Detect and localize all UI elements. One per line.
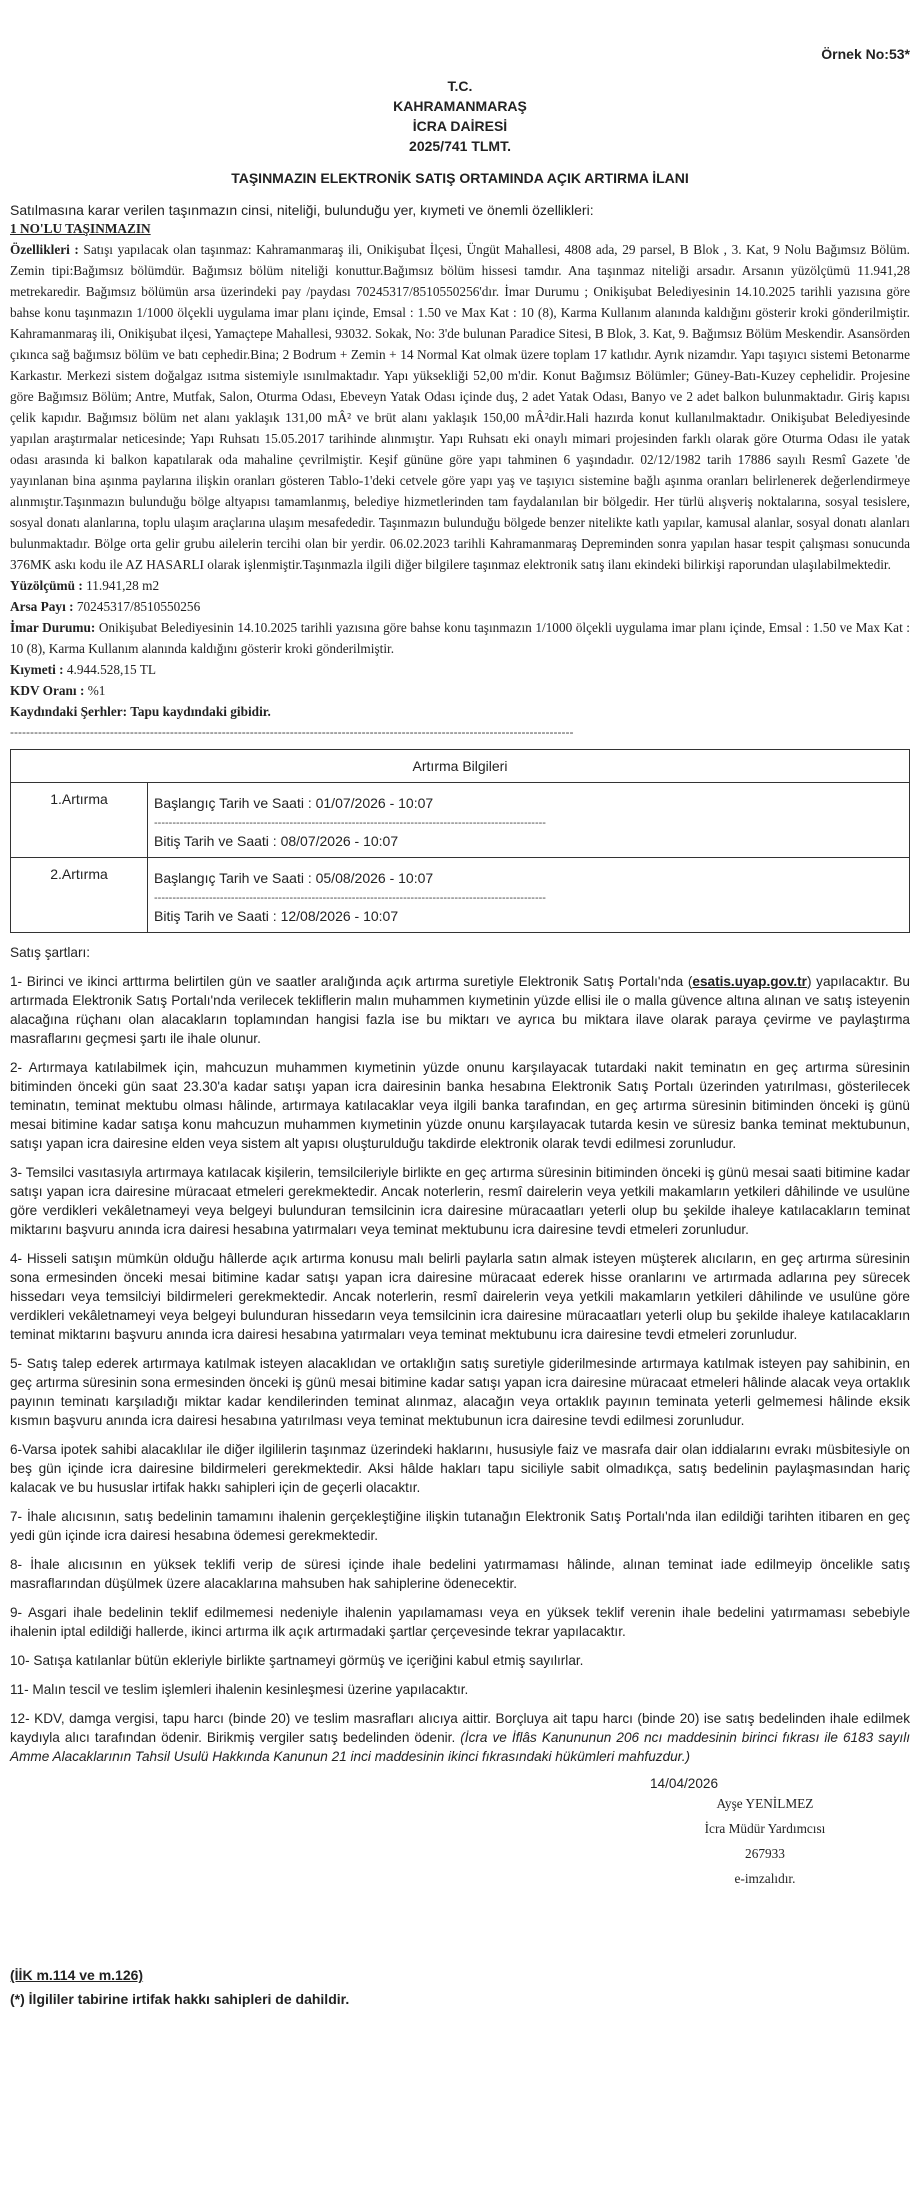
condition-8: 8- İhale alıcısının en yüksek teklifi verip de süresi içinde ihale bedelini yatırmaması hâlinde, alınan teminat iade edilmeyip öncelikle satış masraflarından düşülmek üzere alacaklarına mahsuben hak sahiplerine ödenecektir. — [10, 1557, 910, 1591]
area-label: Yüzölçümü : — [10, 578, 83, 593]
records-row — [10, 701, 910, 722]
share-row — [10, 596, 910, 617]
sale-conditions — [10, 943, 910, 1766]
auction-start-1: Başlangıç Tarih ve Saati : 01/07/2026 - 10:07 — [154, 795, 434, 811]
area-value: 11.941,28 m2 — [82, 578, 160, 593]
auction-table-header: Artırma Bilgileri — [11, 750, 910, 783]
intro-text: Satılmasına karar verilen taşınmazın cinsi, niteliği, bulunduğu yer, kıymeti ve önemli özellikleri: — [10, 202, 594, 218]
header-line-3: İCRA DAİRESİ — [412, 118, 508, 134]
notice-title: TAŞINMAZIN ELEKTRONİK SATIŞ ORTAMINDA AÇIK ARTIRMA İLANI — [231, 170, 689, 186]
auction-end-2: Bitiş Tarih ve Saati : 12/08/2026 - 10:07 — [154, 908, 399, 924]
property-block — [10, 218, 910, 743]
e-signed-note: e-imzalıdır. — [734, 1871, 796, 1886]
condition-1-text-a: 1- Birinci ve ikinci arttırma belirtilen gün ve saatler aralığında açık artırma suretiyle Elektronik Satış Portalı'nda ( — [10, 974, 693, 989]
features-text: Satışı yapılacak olan taşınmaz: Kahramanmaraş ili, Onikişubat İlçesi, Üngüt Mahallesi, 4808 ada, 29 parsel, B Blok , 3. Kat, 9 Nolu Bağımsız Bölüm. Zemin tipi:Bağımsız bölümdür. Bağımsız bölüm niteliği konuttur.Bağımsız bölüm hissesi tamdır. Ana taşınmaz niteliği arsadır. Arsanın yüzölçümü 11.941,28 metrekaredir. Bağımsız bölümün arsa üzerindeki pay /paydası 70245317/8510550256'dır. İmar Durumu ; Onikişubat Belediyesinin 14.10.2025 tarihli yazısına göre bahse konu taşınmazın 1/1000 ölçekli uygulama imar planı içinde, Emsal : 1.50 ve Max Kat : 10 (8), Karma Kullanım alanında kaldığını gösterir kroki gönderilmiştir. Kahramanmaraş ili, Onikişubat ilçesi, Yamaçtepe Mahallesi, 93032. Sokak, No: 3'de bulunan Paradice Sitesi, B Blok, 3. Kat, 9. Bağımsız Bölüm Meskendir. Asansörden çıkınca sağ bağımsız bölüm ve batı cephedir.Bina; 2 Bodrum + Zemin + 14 Normal Kat olmak üzere toplam 17 katlıdır. Ayrık nizamdır. Yapı taşıyıcı sistemi Betonarme Karkastır. Merkezi sistem doğalgaz ısıtma sistemiyle ısınılmaktadır. Yapı yüksekliği 52,00 m'dir. Konut Bağımsız Bölümler; Güney-Batı-Kuzey cephelidir. Projesine göre Bağımsız Bölüm; Antre, Mutfak, Salon, Oturma Odası, Ebeveyn Yatak Odası içinde duş, 2 adet Yatak Odası, Banyo ve 2 adet balkon bulunmaktadır. Giriş kapısı çelik kapıdır. Bağımsız bölüm net alanı yaklaşık 131,00 mÂ² ve brüt alanı yaklaşık 150,00 mÂ²dir.Hali hazırda konut kullanılmaktadır. Onikişubat Belediyesinde yapılan araştırmalar neticesinde; Yapı Ruhsatı 15.05.2017 tarihinde alınmıştır. Yapı Ruhsatı eki onaylı mimari projesinden farklı olarak göre Oturma Odası ile yatak odası arasında ki balkon kapatılarak oda mahaline çevrilmiştir. Keşif gününe göre yapı tahminen 6 yaşındadır. 02/12/1982 tarih 17886 sayılı Resmî Gazete 'de yayınlanan bina aşınma paylarına ilişkin oranları gösteren Tablo-1'deki cetvele göre yapı yaş ve taşıyıcı sistemine bağlı aşınma oranları belirlenerek değerlendirmeye alınmıştır.Taşınmazın bulunduğu bölge altyapısı tamamlanmış, belediye hizmetlerinden tam faydalanılan bir bölgedir. Her türlü alışveriş noktalarına, sosyal tesislere, sosyal donatı alanlarına, toplu ulaşım araçlarına ulaşım mesafededir. Taşınmazın bulunduğu bölgede benzer nitelikte katlı yapılar, kamusal alanlar, sosyal donatı alanları bulunmaktadır. Bölge orta gelir grubu ailelerin tercihi olan bir yerdir. 06.02.2023 tarihli Kahramanmaraş Depreminden sonra yapılan hasar tespit çalışması sonucunda 376MK askı kodu ile AZ HASARLI olarak işlenmiştir.Taşınmazla ilgili diğer bilgilere taşınmaz elektronik satış ilanı ekindeki bilirkişi raporundan ulaşılabilmektedir. — [10, 242, 910, 572]
zoning-row — [10, 617, 910, 659]
auction-table — [10, 749, 910, 933]
share-label: Arsa Payı : — [10, 599, 74, 614]
conditions-heading: Satış şartları: — [10, 945, 91, 960]
condition-7: 7- İhale alıcısının, satış bedelinin tamamını ihalenin gerçekleştiğine ilişkin tutanağın Elektronik Satış Portalı'nda ilan edildiği tarihten itibaren en geç yedi gün içinde icra dairesi hesabına ödemesi gerekmektedir. — [10, 1509, 910, 1543]
property-features — [10, 239, 910, 575]
auction-label-1: 1.Artırma — [11, 783, 148, 858]
esatis-link[interactable]: esatis.uyap.gov.tr — [692, 974, 807, 989]
auction-row-1 — [11, 783, 910, 858]
section-divider: --------------------------------------------------------------------------------------------------------------------------------------------- — [10, 725, 574, 739]
condition-3: 3- Temsilci vasıtasıyla artırmaya katılacak kişilerin, temsilcileriyle birlikte en geç artırma süresinin bitiminden önceki iş günü mesai saati bitimine kadar satışı yapan icra dairesine müracaat etmeleri gerekmektedir. Ancak noterlerin, resmî dairelerin veya yetkili makamların yetkileri dâhilinde ve usulüne göre verdikleri vekâletnameyi veya belgeyi bulunduran temsilcinin icra dairesine müracaatları yeterli olup bu şekilde ihaleye katılacakların teminat miktarını başvuru anında icra dairesi hesabına yatırmaları veya teminat mektubunu icra dairesine tevdi etmeleri zorunludur. — [10, 1165, 910, 1237]
vat-row — [10, 680, 910, 701]
zoning-label: İmar Durumu: — [10, 620, 96, 635]
header-line-2: KAHRAMANMARAŞ — [393, 98, 527, 114]
features-label: Özellikleri : — [10, 242, 79, 257]
footer — [10, 1963, 910, 2011]
auction-separator-2: ----------------------------------------------------------------------------------------------------------- — [154, 892, 546, 904]
value-label: Kıymeti : — [10, 662, 64, 677]
auction-label-2: 2.Artırma — [11, 858, 148, 933]
condition-1 — [10, 972, 910, 1048]
condition-1-text-b: ) yapılacaktır. Bu artırmada Elektronik Satış Portalı'nda verilecek tekliflerin malın muhammen kıymetinin yüzde ellisi ile o malla güvence altına alınan ve satış isteyenin alacağına rüçhanı olan alacakların toplamından hangisi fazla ise bu miktarı ve ayrıca bu miktara ilave olarak paraya çevirme ve paylaştırma masraflarını geçmesi şartı ile ihale olunur. — [10, 974, 910, 1046]
auction-end-1: Bitiş Tarih ve Saati : 08/07/2026 - 10:07 — [154, 833, 399, 849]
sample-number: Örnek No:53* — [821, 46, 910, 62]
header-line-1: T.C. — [447, 78, 473, 94]
value-row — [10, 659, 910, 680]
condition-12-text: 12- KDV, damga vergisi, tapu harcı (binde 20) ve teslim masrafları alıcıya aittir. Borçluya ait tapu harcı (binde 20) ise satış bedelinden ihale edilmek kaydıyla alıcı tarafından ödenir. Birikmiş vergiler satış bedelinden ödenir. — [10, 1711, 910, 1745]
value-value: 4.944.528,15 TL — [63, 662, 157, 677]
share-value: 70245317/8510550256 — [73, 599, 201, 614]
header-line-4: 2025/741 TLMT. — [409, 138, 511, 154]
condition-12 — [10, 1709, 910, 1766]
signer-number: 267933 — [745, 1846, 785, 1861]
auction-separator-1: ----------------------------------------------------------------------------------------------------------- — [154, 817, 546, 829]
auction-row-2 — [11, 858, 910, 933]
auction-dates-2 — [148, 858, 910, 933]
zoning-value: Onikişubat Belediyesinin 14.10.2025 tarihli yazısına göre bahse konu taşınmazın 1/1000 ölçekli uygulama imar planı içinde, Emsal : 1.50 ve Max Kat : 10 (8), Karma Kullanım alanında kaldığını gösterir kroki gönderilmiştir. — [10, 620, 910, 656]
area-row — [10, 575, 910, 596]
signature-block — [655, 1791, 875, 1891]
condition-2: 2- Artırmaya katılabilmek için, mahcuzun muhammen kıymetinin yüzde onunu karşılayacak tutardaki nakit teminatın en geç artırma süresinin bitiminden önceki gün saat 23.30'a kadar satışı yapan icra dairesinin banka hesabına Elektronik Satış Portalı üzerinden yatırılması, gösterilecek teminatın, teminat mektubu olması hâlinde, artırmaya katılacaklar veya ilgili banka tarafından, en geç artırma süresinin bitiminden önceki iş günü mesai bitimine kadar satışa konu mahcuzun muhammen kıymetinin yüzde onunu karşılayacak tutarda kesin ve süresiz banka teminat mektubunun, satışı yapan icra dairesine elden veya sistem alt yapısı oluşturulduğu takdirde elektronik olarak tevdi edilmesi zorunludur. — [10, 1060, 910, 1151]
office-header — [10, 76, 910, 156]
condition-5: 5- Satış talep ederek artırmaya katılmak isteyen alacaklıdan ve ortaklığın satış suretiyle giderilmesinde artırmaya katılmak isteyen pay sahibinin, en geç artırma süresinin sona ermesinden önceki iş günü mesai bitimine kadar satışı yapan icra dairesine müracaat etmeleri hâlinde alacak veya ortaklık payının teminatı karşıladığı miktar kadar kendilerinden teminat alınmaz, alacağın veya ortaklık payının teminata yeterli gelmemesi hâlinde eksik kısmın başvuru anında icra dairesi hesabına yatırılması veya teminat mektubunun icra dairesine tevdi edilmesi zorunludur. — [10, 1356, 910, 1428]
condition-11: 11- Malın tescil ve teslim işlemleri ihalenin kesinleşmesi üzerine yapılacaktır. — [10, 1682, 469, 1697]
signer-title: İcra Müdür Yardımcısı — [704, 1821, 826, 1836]
condition-10: 10- Satışa katılanlar bütün ekleriyle birlikte şartnameyi görmüş ve içeriğini kabul etmiş sayılırlar. — [10, 1653, 584, 1668]
footer-law-ref: (İİK m.114 ve m.126) — [10, 1967, 144, 1983]
records-label: Kaydındaki Şerhler: — [10, 704, 128, 719]
vat-value: %1 — [84, 683, 106, 698]
property-heading: 1 NO'LU TAŞINMAZIN — [10, 221, 151, 236]
auction-start-2: Başlangıç Tarih ve Saati : 05/08/2026 - 10:07 — [154, 870, 434, 886]
condition-12-italic: (İcra ve İflâs Kanununun 206 ncı maddesinin birinci fıkrası ile 6183 sayılı Amme Alacaklarının Tahsil Usulü Hakkında Kanunun 21 inci maddesinin ikinci fıkrasındaki hükümleri mahfuzdur.) — [10, 1730, 910, 1764]
footer-note: (*) İlgililer tabirine irtifak hakkı sahipleri de dahildir. — [10, 1991, 350, 2007]
vat-label: KDV Oranı : — [10, 683, 85, 698]
auction-dates-1 — [148, 783, 910, 858]
condition-9: 9- Asgari ihale bedelinin teklif edilmemesi nedeniyle ihalenin yapılamaması veya en yüksek teklif verenin ihale bedelini yatırmaması sebebiyle ihalenin iptal edildiği hallerde, ikinci artırma ilk açık artırmadaki şartlar çerçevesinde tekrar yapılacaktır. — [10, 1605, 910, 1639]
records-value: Tapu kaydındaki gibidir. — [127, 704, 271, 719]
condition-6: 6-Varsa ipotek sahibi alacaklılar ile diğer ilgililerin taşınmaz üzerindeki haklarını, hususiyle faiz ve masrafa dair olan iddialarını evrakı müsbitesiyle on beş gün içinde icra dairesine bildirmeleri gerekmektedir. Aksi hâlde hakları tapu siciliyle sabit olmadıkça, satış bedelinin paylaşmasından hariç kalacak ve bu hususlar irtifak hakkı sahipleri için de geçerli olacaktır. — [10, 1442, 910, 1495]
signer-name: Ayşe YENİLMEZ — [716, 1796, 814, 1811]
signature-date: 14/04/2026 — [650, 1776, 719, 1791]
condition-4: 4- Hisseli satışın mümkün olduğu hâllerde açık artırma konusu malı belirli paylarla satın almak isteyen müşterek alıcıların, en geç artırma süresinin sona ermesinden önceki mesai bitimine kadar satışı yapan icra dairesine müracaat ederek hisse oranlarını ve artırmada adlarına pey sürecek hissedarı veya temsilciyi bildirmeleri gerekmektedir. Ancak noterlerin, resmî dairelerin veya yetkili makamların yetkileri dâhilinde ve usulüne göre verdikleri vekâletnameyi veya belgeyi bulunduran hissedarın veya temsilcinin icra dairesine müracaatları yeterli olup bu şekilde ihaleye katılacakların teminat miktarını başvuru anında icra dairesi hesabına yatırmaları veya teminat mektubunu icra dairesine tevdi etmeleri zorunludur. — [10, 1251, 910, 1342]
